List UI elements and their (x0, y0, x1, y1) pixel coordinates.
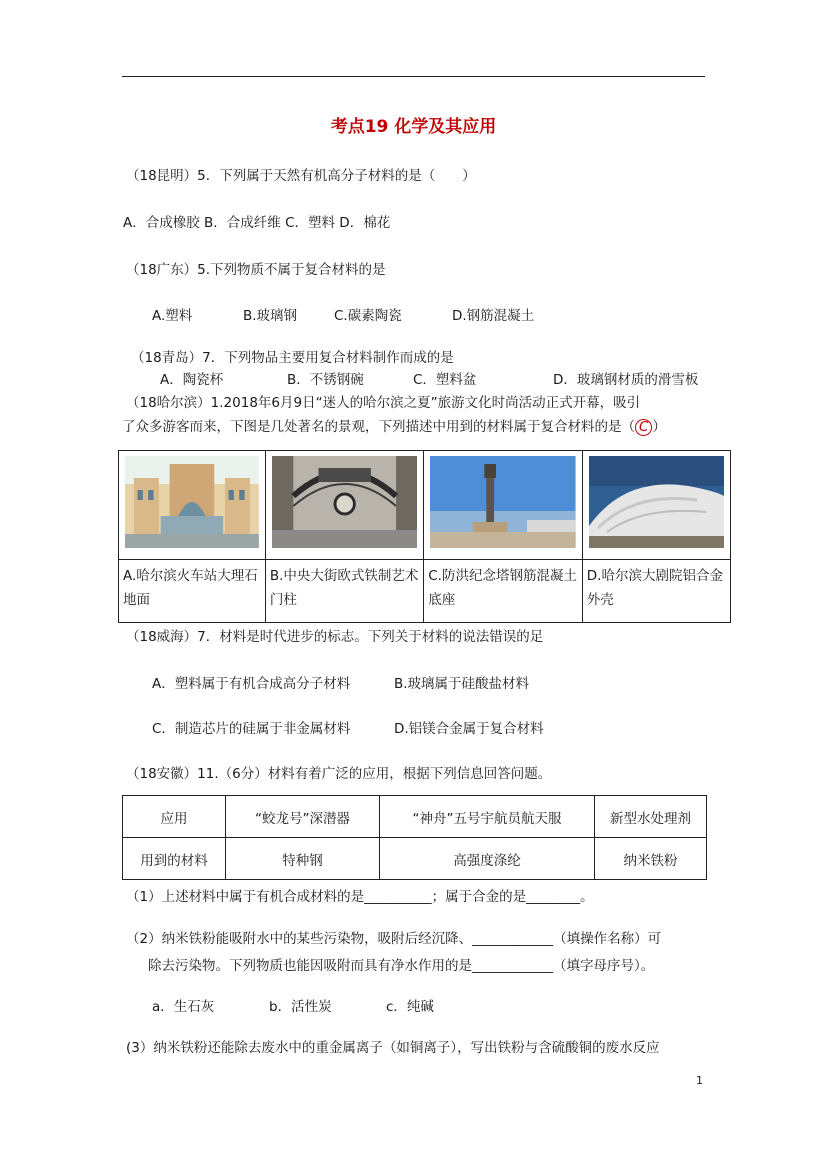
railway-station-image (125, 456, 259, 548)
caption-c: C.防洪纪念塔钢筋混凝土底座 (424, 560, 583, 623)
question-2-option-a: A.塑料 (152, 308, 193, 324)
question-3-option-a: A．陶瓷杯 (160, 372, 224, 388)
central-street-gate-image (272, 456, 417, 548)
table-cell-nano-iron: 纳米铁粉 (595, 838, 707, 880)
question-2-stem: （18广东）5.下列物质不属于复合材料的是 (126, 262, 386, 278)
question-1-options: A．合成橡胶 B．合成纤维 C．塑料 D．棉花 (123, 215, 391, 231)
materials-table (122, 795, 707, 880)
table-cell-water-agent: 新型水处理剂 (595, 796, 707, 838)
table-header-material: 用到的材料 (123, 838, 226, 880)
picture-cell-a (119, 451, 266, 560)
question-5-option-d: D.铝镁合金属于复合材料 (394, 721, 544, 737)
table-header-application: 应用 (123, 796, 226, 838)
question-2-option-b: B.玻璃钢 (243, 308, 298, 324)
question-5-option-a: A．塑料属于有机合成高分子材料 (152, 676, 351, 692)
question-4-close-paren: ） (652, 419, 666, 435)
question-4-line-2 (122, 415, 666, 436)
subquestion-1: （1）上述材料中属于有机合成材料的是__________；属于合金的是________。 (126, 889, 594, 905)
caption-d: D.哈尔滨大剧院铝合金外壳 (582, 560, 730, 623)
question-5-stem: （18威海）7．材料是时代进步的标志。下列关于材料的说法错误的足 (126, 629, 544, 645)
subquestion-2-option-b: b．活性炭 (269, 999, 332, 1015)
caption-b: B.中央大街欧式铁制艺术门柱 (265, 560, 423, 623)
question-3-stem: （18青岛）7．下列物品主要用复合材料制作而成的是 (131, 350, 454, 366)
question-3-option-c: C．塑料盆 (413, 372, 477, 388)
subquestion-2-line-1: （2）纳米铁粉能吸附水中的某些污染物，吸附后经沉降、____________（填操作名称）可 (126, 931, 662, 947)
question-4-line-2-text: 了众多游客而来，下图是几处著名的景观，下列描述中用到的材料属于复合材料的是（ (122, 419, 635, 435)
caption-a: A.哈尔滨火车站大理石地面 (119, 560, 266, 623)
subquestion-2-option-c: c．纯碱 (386, 999, 434, 1015)
header-rule (122, 76, 705, 77)
table-cell-submersible: “蛟龙号”深潜器 (226, 796, 380, 838)
subquestion-2-option-a: a．生石灰 (152, 999, 215, 1015)
flood-memorial-tower-image (430, 456, 576, 548)
picture-cell-d (582, 451, 730, 560)
question-6-stem: （18安徽）11.（6分）材料有着广泛的应用，根据下列信息回答问题。 (126, 766, 552, 782)
question-2-option-c: C.碳素陶瓷 (334, 308, 402, 324)
question-5-option-c: C．制造芯片的硅属于非金属材料 (152, 721, 351, 737)
page-title: 考点19 化学及其应用 (330, 117, 497, 137)
answer-mark: C (635, 419, 652, 436)
table-cell-spacesuit: “神舟”五号宇航员航天服 (380, 796, 595, 838)
subquestion-2-line-2: 除去污染物。下列物质也能因吸附而具有净水作用的是____________（填字母序号）。 (148, 958, 655, 974)
grand-theatre-image (589, 456, 724, 548)
question-4-line-1: （18哈尔滨）1.2018年6月9日“迷人的哈尔滨之夏”旅游文化时尚活动正式开幕，吸引 (126, 395, 641, 411)
question-3-option-b: B．不锈钢碗 (287, 372, 364, 388)
picture-cell-c (424, 451, 583, 560)
page-number: 1 (696, 1074, 703, 1087)
subquestion-3: (3）纳米铁粉还能除去废水中的重金属离子（如铜离子），写出铁粉与含硫酸铜的废水反应 (126, 1040, 660, 1056)
question-5-option-b: B.玻璃属于硅酸盐材料 (394, 676, 530, 692)
landmark-table (118, 450, 731, 623)
picture-cell-b (265, 451, 423, 560)
question-2-option-d: D.钢筋混凝土 (452, 308, 535, 324)
question-1-stem: （18昆明）5．下列属于天然有机高分子材料的是（ ） (126, 168, 476, 184)
table-cell-special-steel: 特种钢 (226, 838, 380, 880)
table-cell-polyester: 高强度涤纶 (380, 838, 595, 880)
question-3-option-d: D．玻璃钢材质的滑雪板 (553, 372, 699, 388)
